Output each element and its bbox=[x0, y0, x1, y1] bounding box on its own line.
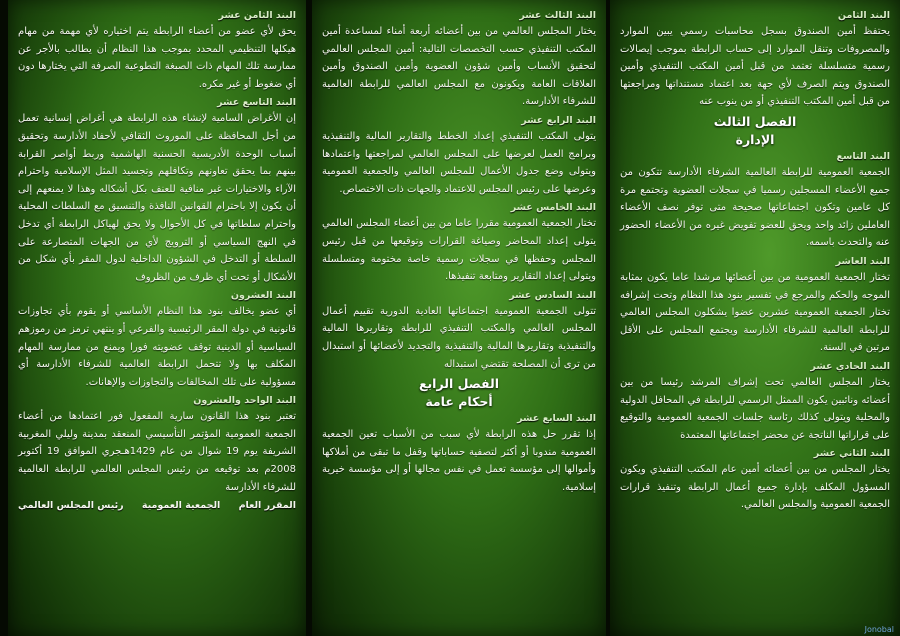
article-8-heading: البند الثامن bbox=[837, 10, 890, 21]
article-11-text: يختار المجلس العالمي تحت إشراف المرشد رئيسا من بين أعضائه ونائبين يكون الممثل الرسمي للرابطة في المحافل الدولية والمحلية ويتولى كذلك رئاسة جلسات الجمعية العمومية والتوقيع على قراراتها الناتجة عن محضر اجتماعاتها المعتمدة bbox=[620, 376, 890, 441]
article-21-text: تعتبر بنود هذا القانون سارية المفعول فور اعتمادها من أعضاء الجمعية العمومية المؤتمر التأسيسي المنعقد بمدينة وليلي المغربية الشريفة يوم 19 شوال من عام 1429هـجري الموافق 19 أكتوبر 2008م بعد توقيعه من رئيس المجلس العالمي للرابطة العالمية للشرفاء الأدارسة bbox=[18, 411, 297, 493]
article-12-heading: البند الثاني عشر bbox=[813, 448, 890, 460]
page-column-right bbox=[610, 0, 900, 636]
gutter-between-left-middle bbox=[306, 0, 312, 636]
article-11-heading: البند الحادي عشر bbox=[810, 360, 890, 372]
article-20-heading: البند العشرون bbox=[230, 290, 296, 302]
signature-general-guide: المقرر العام bbox=[238, 500, 296, 512]
chapter-3-title: الفصل الثالث bbox=[713, 113, 797, 129]
signature-world-council: رئيس المجلس العالمي bbox=[18, 500, 124, 512]
article-10-heading: البند العاشر bbox=[835, 255, 890, 267]
article-17-text: إذا تقرر حل هذه الرابطة لأي سبب من الأسباب تعين الجمعية العمومية مندوبا أو أكثر لتصفية حساباتها وقفل ما تبقى من أملاكها وأموالها إلى مؤسسة تعمل في نفس مجالها أو إلى مؤسسة خيرية إسلامية. bbox=[322, 429, 596, 493]
signature-general-assembly: الجمعية العمومية bbox=[141, 500, 221, 512]
article-13-text: يختار المجلس العالمي من بين أعضائه أربعة أمناء لمساعدة أمين المكتب التنفيذي حسب التخصصات التالية: أمين المجلس العالمي لتحقيق الأنساب وأمين شؤون العضوية وأمين الصندوق وأمين العلاقات العامة ويكونون مع المجلس العالمي للرابطة العالمية للشرفاء الأدارسة. bbox=[322, 26, 596, 108]
gutter-between-middle-right bbox=[606, 0, 610, 636]
gutter-left bbox=[0, 0, 8, 636]
article-17-heading: البند السابع عشر bbox=[517, 413, 596, 425]
article-9-heading: البند التاسع bbox=[836, 150, 890, 162]
article-21-heading: البند الواحد والعشرون bbox=[193, 395, 296, 407]
watermark-text: Jonobal bbox=[864, 625, 894, 634]
article-12-text: يختار المجلس من بين أعضائه أمين عام المكتب التنفيذي ويكون المسؤول المكلف بإدارة جميع أعمال الرابطة وتنفيذ قرارات الجمعية العمومية والمجلس العالمي. bbox=[620, 464, 890, 511]
article-16-text: تتولى الجمعية العمومية اجتماعاتها العادية الدورية تقييم أعمال المجلس العالمي والمكتب التنفيذي للرابطة وتقاريرها المالية والتنفيذية وتقاريرها المالية والتنفيذية والتجديد لأعضائها أو استبدال من ترى أن المصلحة تقتضي استبداله bbox=[322, 305, 596, 370]
article-9-text: الجمعية العمومية للرابطة العالمية الشرفاء الأدارسة تتكون من جميع الأعضاء المسجلين رسميا في سجلات العضوية وتجتمع مرة كل عامين وتكون اجتماعاتها صحيحة متى توفر نصف الأعضاء العاملين زائد واحد ويحق للعضو تفويض غيره من الأعضاء الحضور عنه والتحدث باسمه. bbox=[620, 166, 890, 249]
article-13-heading: البند الثالث عشر bbox=[519, 10, 596, 21]
signatures-row bbox=[18, 500, 296, 511]
article-19-heading: البند التاسع عشر bbox=[217, 97, 296, 109]
article-19-text: إن الأغراض السامية لإنشاء هذه الرابطة هي أغراض إنسانية تعمل من أجل المحافظة على الموروث الثقافي لأحفاد الأدارسة وتحقيق أسباب الوحدة الأدريسية الحسنية الهاشمية وربط أواصر القرابة بينهم بما يحقق تعاونهم وتكافلهم وتجسيد المثل الإسلامية واحترام الآراء والاختيارات غير منافية للعنف بكل أشكاله وهذا لا يمنعهم إلى أن يكون إلا باحترام القوانين النافذة والتنسيق مع السلطات المحلية واحترام سلطاتها في كل الأحوال ولا يحق لهياكل الرابطة أي تدخل في النهج السياسي أو الترويج لأي من الجهات المتصارعة على السلطة أو التدخل في الشؤون الداخلية لدول المقر بأي شكل من الأشكال أو تحت أي ظرف من الظروف bbox=[18, 113, 296, 283]
article-15-heading: البند الخامس عشر bbox=[510, 202, 596, 214]
article-8-text: يحتفظ أمين الصندوق بسجل محاسبات رسمي يبين الموارد والمصروفات وتنقل الموارد إلى حساب الرابطة بموجب إيصالات رسمية متسلسلة تعتمد من قبل أمين المكتب التنفيذي وأمين الصندوق ويتم الصرف لأي جهة بعد اعتماد مستنداتها ومراجعتها من قبل أمين المكتب التنفيذي أو من ينوب عنه bbox=[620, 26, 890, 108]
article-20-text: أي عضو يخالف بنود هذا النظام الأساسي أو يقوم بأي تجاوزات قانونية في دولة المقر الرئيسية والفرعي أو ينتهي ترمز من رموزهم السياسية أو الدينية توقف عضويته فورا ويمنع من ممارسة المهام المكلف بها ولا تتحمل الرابطة العالمية للشرفاء الأدارسة أي مسؤولية على تلك المخالفات والتجاوزات والإهانات. bbox=[18, 306, 296, 388]
article-14-heading: البند الرابع عشر bbox=[521, 114, 596, 126]
chapter-3-subtitle: الإدارة bbox=[735, 131, 775, 147]
page-column-middle bbox=[312, 0, 606, 636]
article-10-text: تختار الجمعية العمومية من بين أعضائها مرشدا عاما يكون بمثابة الموجه والحكم والمرجع في تفسير بنود هذا النظام وتحت إشرافه تختار الجمعية العمومية عشرين عضوا يشكلون المجلس العالمي للرابطة العالمية للشرفاء الأدارسة ويجتمع المجلس على الأقل مرتين في السنة. bbox=[620, 271, 890, 354]
article-15-text: تختار الجمعية العمومية مقررا عاما من بين أعضاء المجلس العالمي يتولى إعداد المحاضر وصياغة القرارات وتوقيعها من قبل رئيس المجلس وحفظها في سجلات رسمية خاصة مختومة ومتسلسلة ويتولى إعداد التقارير ومتابعة تنفيذها. bbox=[322, 218, 596, 283]
page-column-left bbox=[8, 0, 306, 636]
article-16-heading: البند السادس عشر bbox=[509, 289, 596, 301]
chapter-4-title: الفصل الرابع bbox=[418, 376, 500, 392]
article-18-text: يحق لأي عضو من أعضاء الرابطة يتم اختياره لأي مهمة من مهام هيكلها التنظيمي المحدد بموجب هذا النظام أن يطالب بالأجر عن ممارسة تلك المهام ذات الصبغة التطوعية الصرفة التي يختارها دون أي ضغوط أو غير مكره. bbox=[18, 26, 296, 90]
article-14-text: يتولى المكتب التنفيذي إعداد الخطط والتقارير المالية والتنفيذية وبرامج العمل لعرضها على المجلس العالمي لمراجعتها واعتمادها ويتولى وضع جدول الأعمال للمجلس العالمي والجمعية العمومية وعرضها على رئيس المجلس للاعتماد والجهات ذات الاختصاص. bbox=[322, 130, 596, 195]
chapter-4-subtitle: أحكام عامة bbox=[425, 394, 493, 410]
article-18-heading: البند الثامن عشر bbox=[218, 10, 296, 21]
